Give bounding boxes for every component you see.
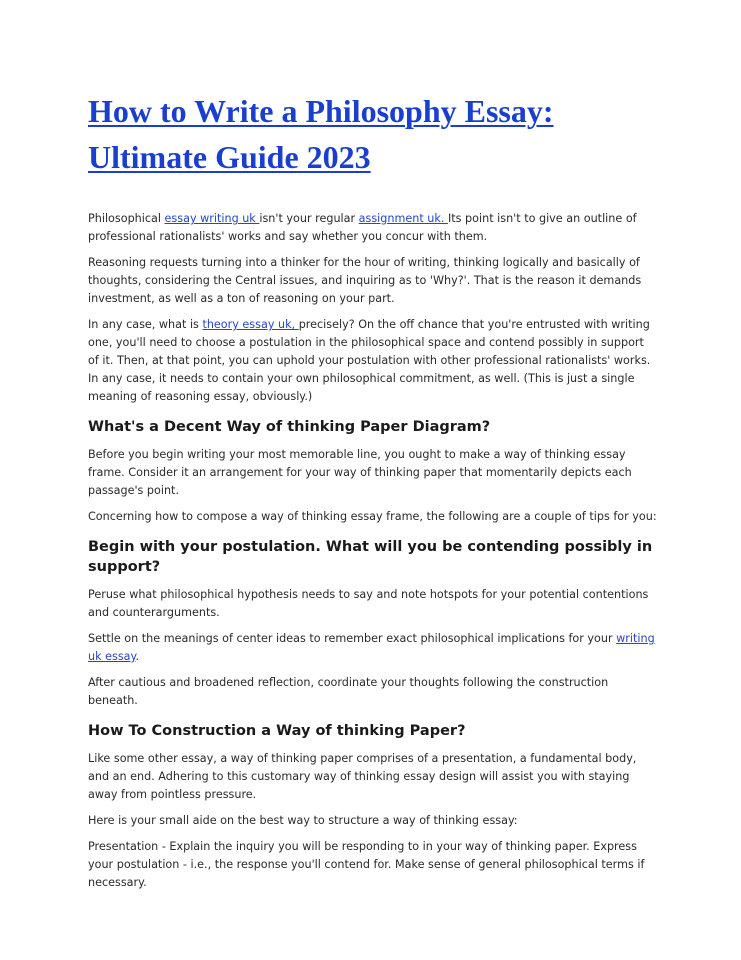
- definition-paragraph: [88, 316, 658, 406]
- section-heading-outline: What's a Decent Way of thinking Paper Diagram?: [88, 419, 491, 435]
- guide-intro-paragraph: Here is your small aide on the best way to structure a way of thinking essay:: [88, 814, 518, 827]
- structure-paragraph: Like some other essay, a way of thinking paper comprises of a presentation, a fundamental body, and an end. Adhering to this customary way of thinking essay design will assist you with staying away from pointless pressure.: [88, 752, 637, 801]
- text-run: isn't your regular: [259, 212, 359, 225]
- text-run: Its point isn't to give an outline of professional rationalists' works and say whether you concur with them.: [88, 212, 637, 243]
- page-title[interactable]: How to Write a Philosophy Essay: Ultimate Guide 2023: [88, 93, 554, 175]
- outline-paragraph: Before you begin writing your most memorable line, you ought to make a way of thinking essay frame. Consider it an arrangement for your way of thinking paper that momentarily depicts each passage's point.: [88, 448, 632, 497]
- assignment-uk-link[interactable]: assignment uk.: [358, 212, 448, 225]
- section-heading-postulation: Begin with your postulation. What will you be contending possibly in support?: [88, 539, 653, 575]
- theory-essay-uk-link[interactable]: theory essay uk,: [202, 318, 299, 331]
- section-heading-construction: How To Construction a Way of thinking Paper?: [88, 723, 466, 739]
- peruse-paragraph: Peruse what philosophical hypothesis needs to say and note hotspots for your potential contentions and counterarguments.: [88, 588, 649, 619]
- reasoning-paragraph: Reasoning requests turning into a thinker for the hour of writing, thinking logically and basically of thoughts, considering the Central issues, and inquiring as to 'Why?'. That is the reason it demands investment, as well as a ton of reasoning on your part.: [88, 256, 642, 305]
- settle-paragraph: [88, 630, 658, 666]
- intro-paragraph: [88, 210, 658, 246]
- tips-intro-paragraph: Concerning how to compose a way of thinking essay frame, the following are a couple of tips for you:: [88, 510, 657, 523]
- text-run: In any case, what is: [88, 318, 203, 331]
- essay-writing-uk-link[interactable]: essay writing uk: [164, 212, 260, 225]
- text-run: .: [135, 650, 140, 663]
- document-page: [88, 88, 658, 900]
- writing-uk-essay-link[interactable]: writing uk essay: [88, 632, 655, 663]
- text-run: precisely? On the off chance that you're entrusted with writing one, you'll need to choose a postulation in the philosophical space and contend possibly in support of it. Then, at that point, you can uphold your postulation with other professional rationalists' works. In any case, it needs to contain your own philosophical commitment, as well. (This is just a single meaning of reasoning essay, obviously.): [88, 318, 651, 403]
- presentation-paragraph: Presentation - Explain the inquiry you will be responding to in your way of thinking paper. Express your postulation - i.e., the response you'll contend for. Make sense of general philosophical terms if necessary.: [88, 840, 645, 889]
- reflection-paragraph: After cautious and broadened reflection, coordinate your thoughts following the construction beneath.: [88, 676, 609, 707]
- text-run: Philosophical: [88, 212, 165, 225]
- text-run: Settle on the meanings of center ideas to remember exact philosophical implications for your: [88, 632, 617, 645]
